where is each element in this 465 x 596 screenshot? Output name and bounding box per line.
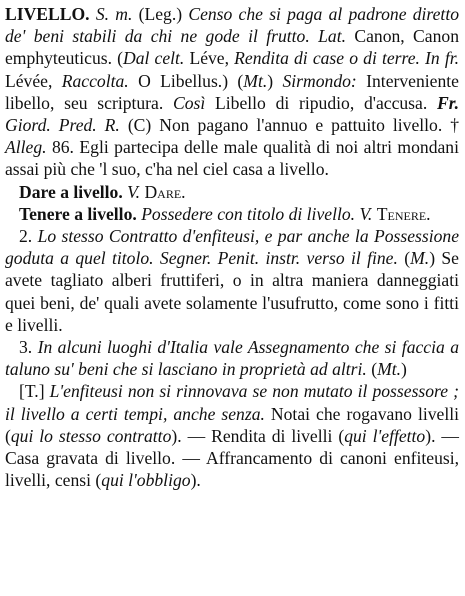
text-run: Lévée, (5, 70, 62, 91)
text-run: Lat. (318, 26, 346, 47)
text-run: (C) Non pagano l'annuo e pattuito livello. † (119, 115, 460, 136)
text-run: . (181, 181, 186, 202)
text-run: [T.] (19, 381, 50, 402)
text-run: ( (397, 248, 411, 269)
text-run: L'enfiteusi (49, 381, 123, 402)
text-run: LIVELLO. (5, 4, 90, 24)
text-run: Tenere (376, 203, 427, 224)
text-run: Possedere con titolo di livello. (141, 203, 356, 224)
text-run: Libello di ripudio, d'accusa. (205, 92, 437, 113)
text-run: non si rinnovava se non mutato il possessore ; il livello a certi tempi, anche senza. (5, 381, 459, 424)
text-run: Dare a livello. (19, 181, 123, 202)
text-run: ) Se avete tagliato alberi fruttiferi, o in altra maniera danneggiati quei beni, de' quali avete solamente l'usufrutto, come sono i fitti e livelli. (5, 248, 459, 335)
text-run: Rendita di case o di terre. In fr. (234, 48, 460, 69)
text-run: Raccolta. (61, 70, 129, 91)
text-run: ). (190, 470, 201, 491)
text-run: Interveniente libello, seu scriptura. (5, 70, 459, 113)
text-run: ). — Rendita di livelli ( (171, 425, 345, 446)
text-run: Così (173, 92, 206, 113)
text-run: (Leg.) (132, 4, 189, 24)
text-run: S. m. (95, 4, 133, 24)
text-run (310, 26, 318, 46)
text-run: V. (359, 203, 373, 224)
text-run: Tenere a livello. (19, 203, 137, 224)
text-run: O Libellus.) ( (128, 70, 244, 91)
text-run: V. (127, 181, 141, 202)
text-run: 2. (19, 226, 38, 247)
text-run: Canon, Canon emphyteuticus. ( (5, 26, 459, 69)
text-run: qui l'effetto (344, 425, 426, 446)
text-run: Dare (144, 181, 182, 202)
sense-3-paragraph (5, 336, 459, 380)
phrase-tenere-a-livello (5, 203, 459, 225)
text-run: ( (366, 359, 378, 380)
text-run: Alleg. (5, 137, 47, 158)
entry-definition-paragraph (5, 3, 459, 181)
text-run: Dal celt. (123, 48, 185, 69)
text-run: . (426, 203, 431, 224)
text-run: Sirmondo: (282, 70, 357, 91)
text-run: qui l'obbligo (101, 470, 191, 491)
text-run: qui lo stesso contratto (10, 425, 172, 446)
text-run: 86. Egli partecipa delle male qualità di noi altri mondani assai più che 'l suo, c'ha nel ciel casa a livello. (5, 137, 459, 180)
text-run: In alcuni luoghi d'Italia vale Assegnamento che si faccia a taluno su' beni che si lasciano in proprietà ad altri. (5, 337, 459, 380)
tommaseo-note-paragraph (5, 380, 459, 491)
text-run: Notai che rogavano livelli ( (5, 403, 459, 446)
text-run: Léve, (184, 48, 235, 69)
text-run: Giord. Pred. R. (5, 115, 120, 136)
text-run: ) (267, 70, 283, 91)
sense-2-paragraph (5, 225, 459, 336)
text-run: ). — Casa gravata di livello. — Affrancamento di canoni enfiteusi, livelli, censi ( (5, 425, 460, 491)
text-run: Fr. (436, 92, 459, 113)
text-run: Censo che si paga al padrone diretto de' beni stabili da chi ne gode il frutto. (5, 4, 459, 47)
text-run: Mt. (243, 70, 268, 91)
text-run: 3. (19, 337, 38, 358)
text-run: M. (410, 248, 430, 269)
phrase-dare-a-livello (5, 181, 459, 203)
text-run: Mt. (377, 359, 402, 380)
text-run: ) (401, 359, 407, 380)
text-run: Lo stesso Contratto d'enfiteusi, e par anche la Possessione goduta a quel titolo. Segner. Penit. instr. verso il fine. (5, 226, 460, 269)
